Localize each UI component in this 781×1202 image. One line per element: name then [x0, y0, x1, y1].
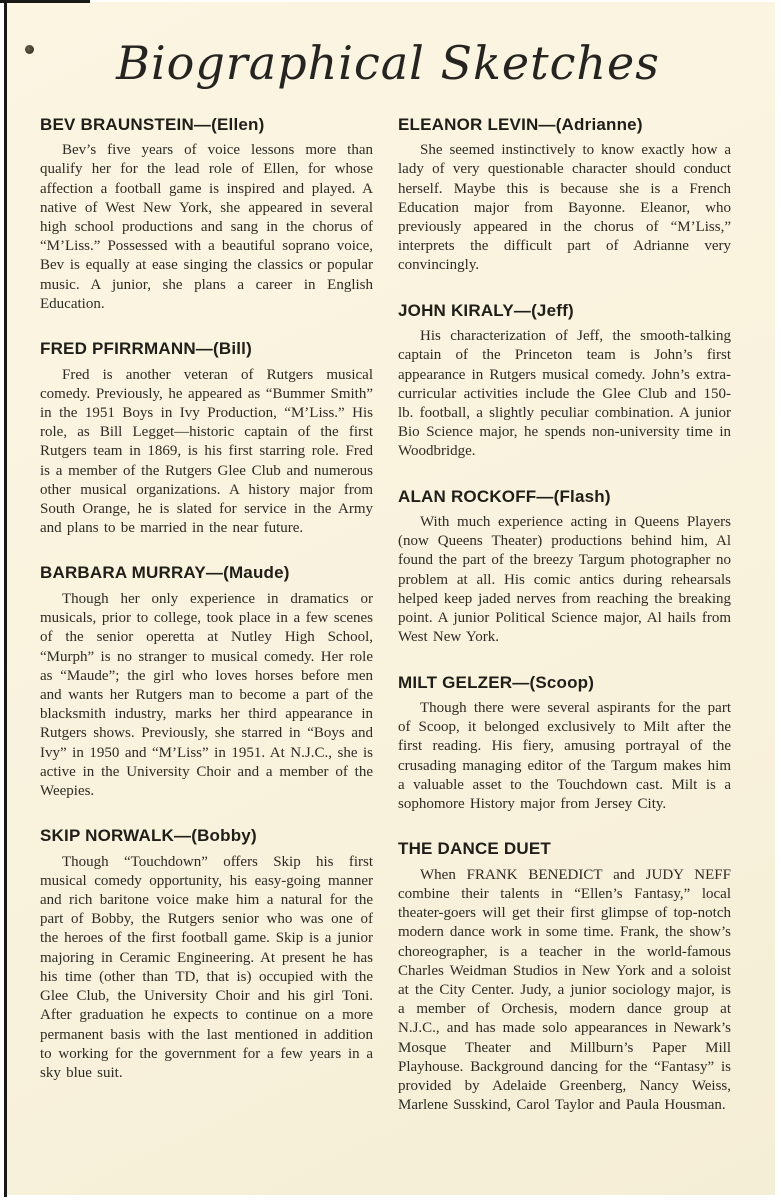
- bio-section-fred-pfirrmann: [40, 339, 373, 538]
- bio-heading: THE DANCE DUET: [398, 839, 551, 859]
- right-column: [398, 115, 731, 1116]
- bio-section-milt-gelzer: [398, 673, 731, 815]
- bio-heading: SKIP NORWALK—(Bobby): [40, 826, 257, 846]
- paper-sheet: [6, 2, 775, 1195]
- scan-edge-corner: [0, 0, 90, 3]
- bio-heading: FRED PFIRRMANN—(Bill): [40, 338, 252, 358]
- bio-section-barbara-murray: [40, 563, 373, 801]
- bio-section-skip-norwalk: [40, 826, 373, 1083]
- bio-body: Fred is another veteran of Rutgers musical comedy. Previously, he appeared as “Bummer Smith” in the 1951 Boys in Ivy Production, “M’Liss.” His role, as Bill Legget—historic captain of the first Rutgers team in 1869, is his first starring role. Fred is a member of the Rutgers Glee Club and numerous other musical organizations. A history major from South Orange, he is slated for service in the Army and plans to be married in the near future.: [40, 366, 373, 537]
- page-content: [40, 2, 736, 1115]
- bio-section-alan-rockoff: [398, 487, 731, 648]
- bio-section-john-kiraly: [398, 301, 731, 462]
- bio-body: She seemed instinctively to know exactly how a lady of very questionable character should conduct herself. Maybe this is because she is a French Education major from Bayonne. Eleanor, who previously appeared in the chorus of “M’Liss,” interprets the difficult part of Adrianne very convincingly.: [398, 142, 731, 274]
- bio-body: Bev’s five years of voice lessons more than qualify her for the lead role of Ellen, for whose affection a football game is inspired and played. A native of West New York, she appeared in several high school productions and sang in the chorus of “M’Liss.” Possessed with a beautiful soprano voice, Bev is equally at ease singing the classics or popular music. A junior, she plans a career in English Education.: [40, 142, 373, 312]
- scan-edge-line: [4, 0, 7, 1197]
- bio-body: When FRANK BENEDICT and JUDY NEFF combine their talents in “Ellen’s Fantasy,” local theater-goers will get their first glimpse of top-notch modern dance work in some time. Frank, the show’s choreographer, is a teacher in the world-famous Charles Weidman Studios in New York and a soloist at the City Center. Judy, a junior sociology major, is a member of Orchesis, modern dance group at N.J.C., and has made solo appearances in Newark’s Mosque Theater and Millburn’s Paper Mill Playhouse. Background dancing for the “Fantasy” is provided by Adelaide Greenberg, Nancy Weiss, Marlene Susskind, Carol Taylor and Paula Housman.: [398, 866, 731, 1114]
- bio-heading: JOHN KIRALY—(Jeff): [398, 300, 574, 320]
- page-title: Biographical Sketches: [116, 36, 660, 90]
- binding-hole: [25, 45, 34, 54]
- bio-heading: BEV BRAUNSTEIN—(Ellen): [40, 114, 265, 134]
- bio-body: Though her only experience in dramatics or musicals, prior to college, took place in a few scenes of the senior operetta at Nutley High School, “Murph” is no stranger to musical comedy. Her role as “Maude”; the girl who loves horses before men and wants her Rutgers man to become a part of the blacksmith industry, marks her third appearance in Rutgers shows. Previously, she starred in “Boys and Ivy” in 1950 and “M’Liss” in 1951. At N.J.C., she is active in the University Choir and a member of the Weepies.: [40, 590, 373, 799]
- bio-heading: ALAN ROCKOFF—(Flash): [398, 486, 611, 506]
- bio-heading: ELEANOR LEVIN—(Adrianne): [398, 114, 643, 134]
- bio-body: Though “Touchdown” offers Skip his first musical comedy opportunity, his easy-going manner and rich baritone voice make him a natural for the part of Bobby, the Rutgers senior who was one of the heroes of the first football game. Skip is a junior majoring in Ceramic Engineering. At present he has his time (other than TD, that is) occupied with the Glee Club, the University Choir and his girl Toni. After graduation he expects to continue on a more permanent basis with the last mentioned in addition to working for the government for a few years in a sky blue suit.: [40, 853, 373, 1081]
- bio-heading: BARBARA MURRAY—(Maude): [40, 563, 290, 583]
- bio-section-dance-duet: [398, 839, 731, 1115]
- left-column: [40, 115, 373, 1084]
- bio-body: Though there were several aspirants for the part of Scoop, it belonged exclusively to Milt after the first reading. His fiery, amusing portrayal of the crusading managing editor of the Targum makes him a valuable asset to the Touchdown cast. Milt is a sophomore History major from Jersey City.: [398, 700, 731, 813]
- bio-section-eleanor-levin: [398, 115, 731, 276]
- two-column-layout: [40, 115, 736, 1116]
- bio-heading: MILT GELZER—(Scoop): [398, 672, 595, 692]
- bio-body: With much experience acting in Queens Players (now Queens Theater) productions behind him, Al found the part of the breezy Targum photographer no problem at all. His comic antics during rehearsals helped keep jaded nerves from reaching the breaking point. A junior Political Science major, Al hails from West New York.: [398, 514, 731, 646]
- bio-section-bev-braunstein: [40, 115, 373, 314]
- bio-body: His characterization of Jeff, the smooth-talking captain of the Princeton team is John’s first appearance in Rutgers musical comedy. John’s extra-curricular activities include the Glee Club and 150-lb. football, a slightly peculiar combination. A junior Bio Science major, he spends non-university time in Woodbridge.: [398, 328, 731, 460]
